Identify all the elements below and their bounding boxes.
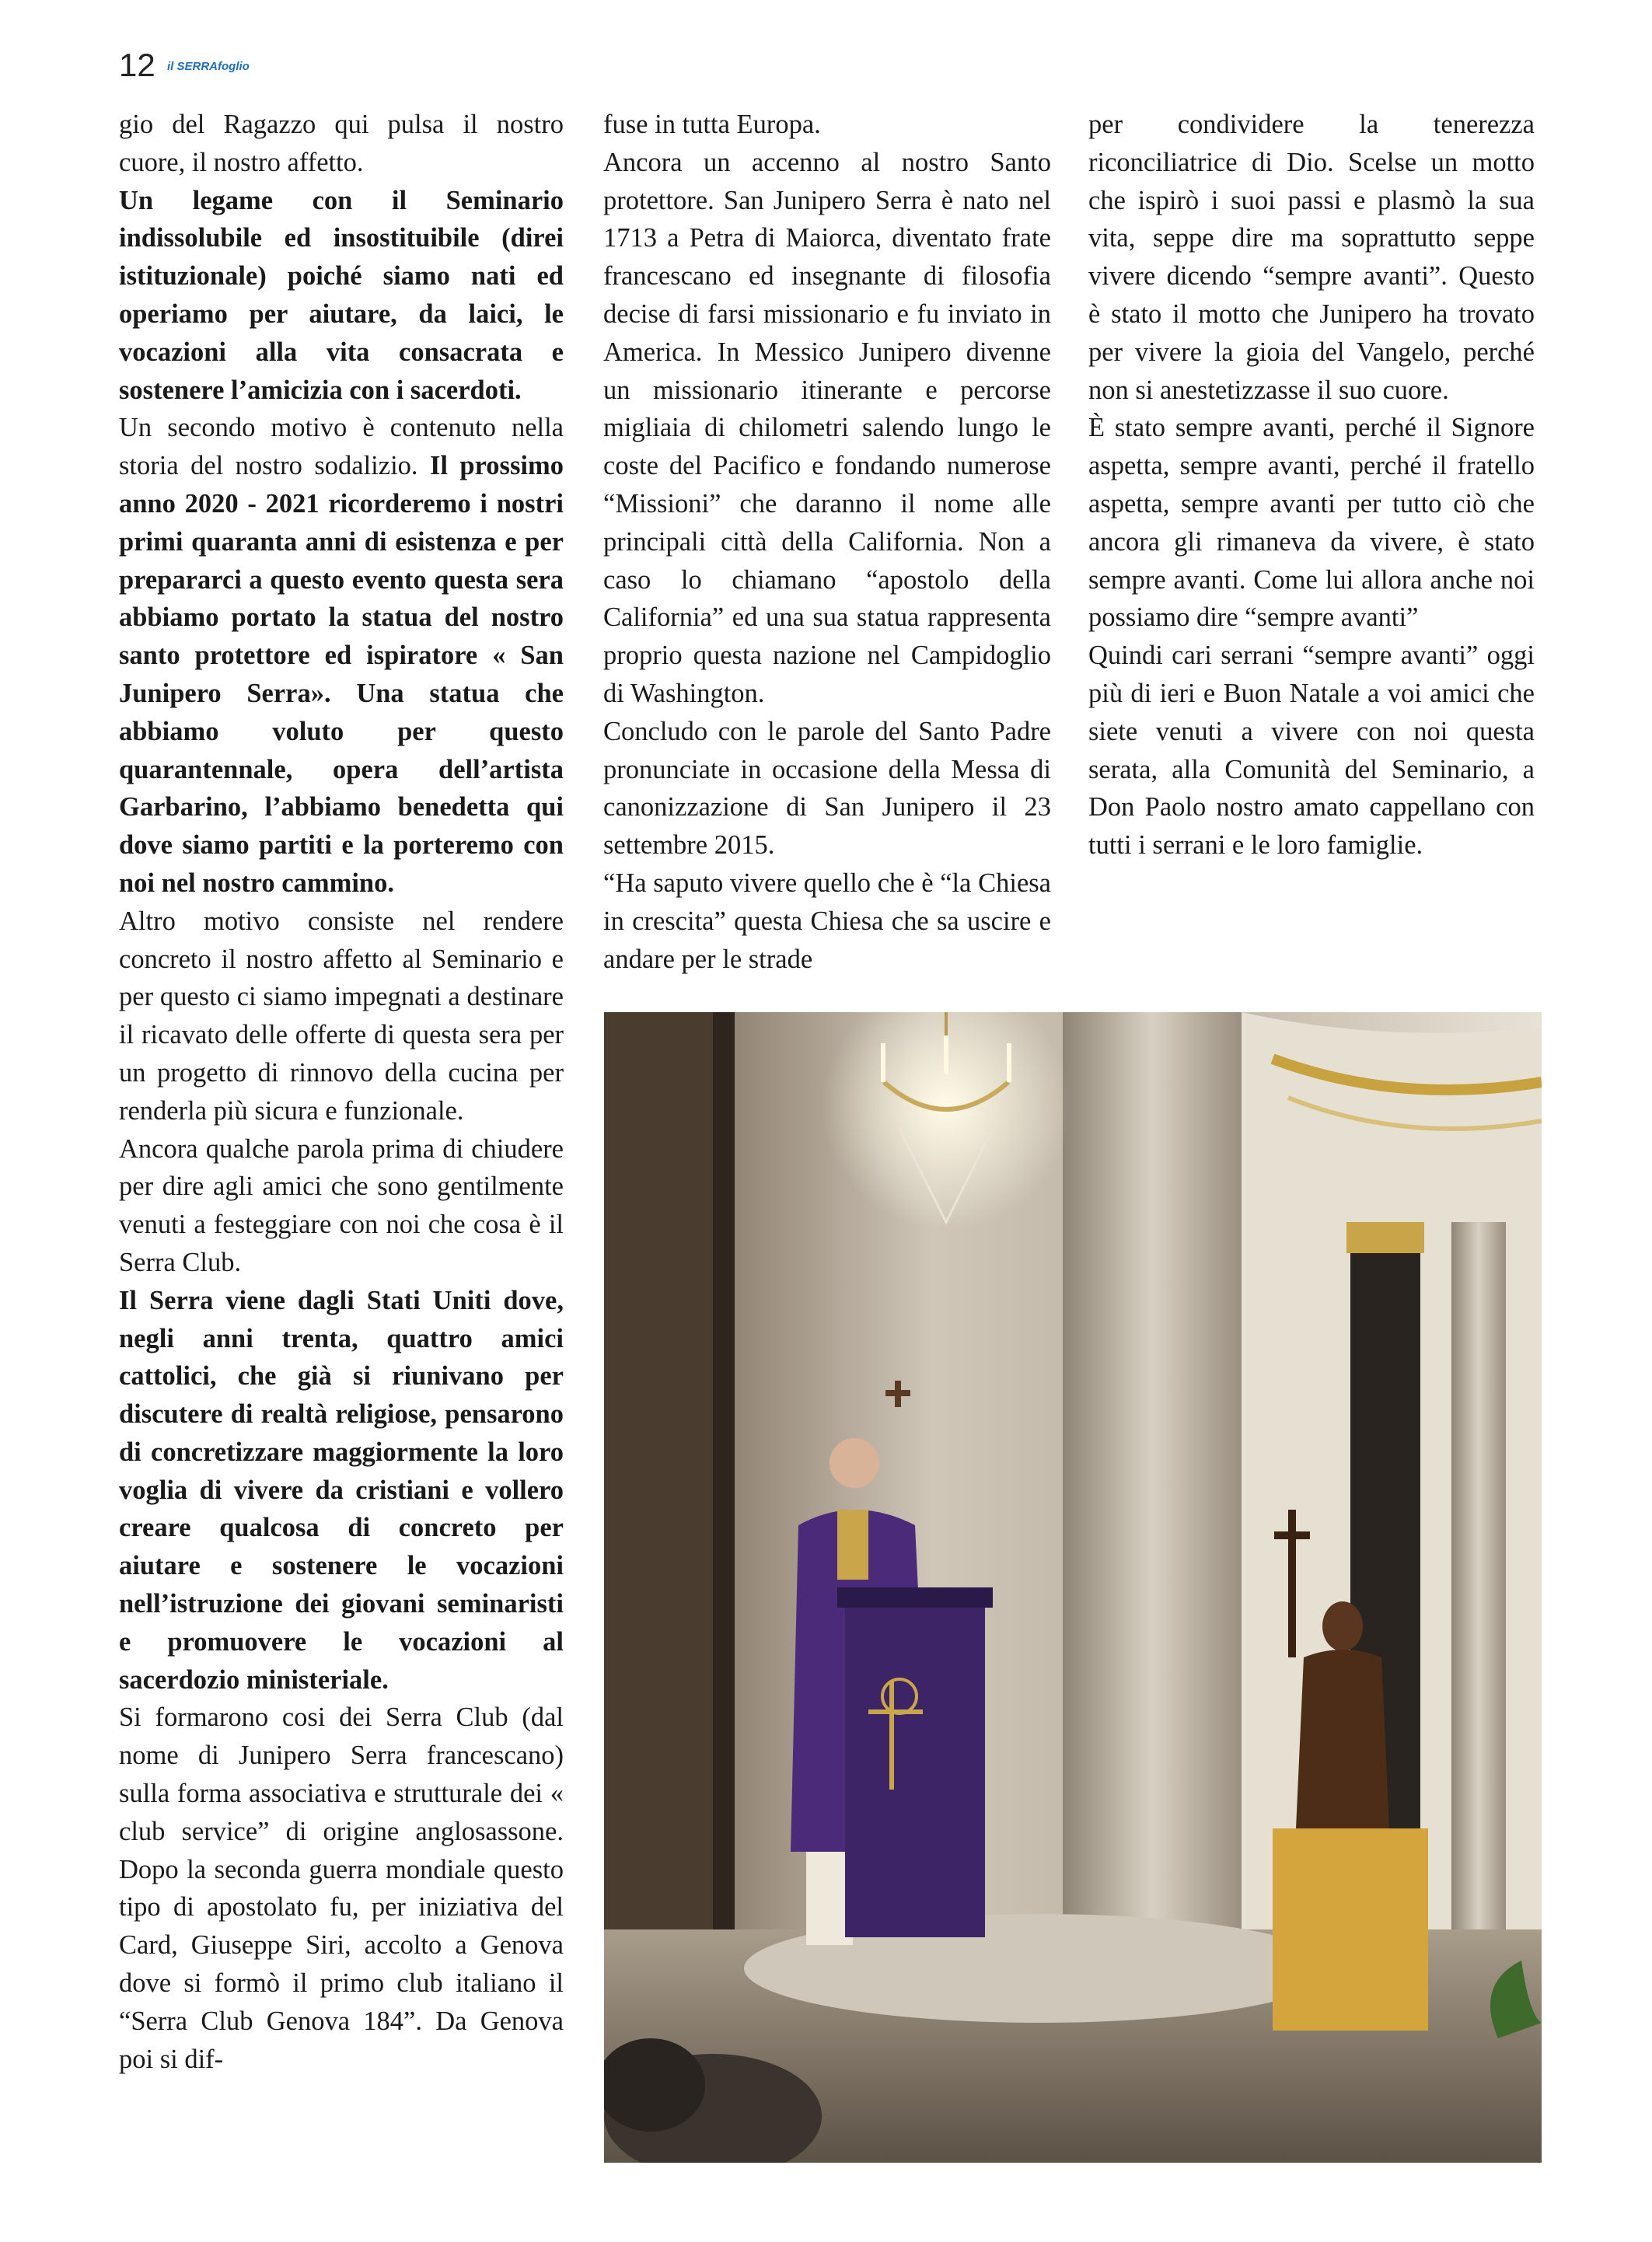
paragraph: fuse in tutta Europa. [603,110,821,139]
magazine-logo: il SERRAfoglio [167,60,250,73]
column-2 [603,106,1051,978]
chapel-photo [604,1012,1542,2163]
paragraph: “Ha saputo vivere quello che è “la Chiesa in crescita” questa Chiesa che sa uscire e andare per le strade [603,868,1051,974]
paragraph: È stato sempre avanti, perché il Signore aspetta, sempre avanti, perché il fratello aspetta, sempre avanti per tutto ciò che ancora gli rimaneva da vivere, è stato sempre avanti. Come lui allora anche noi possiamo dire “sempre avanti” [1088,413,1535,633]
paragraph: Ancora un accenno al nostro Santo protettore. San Junipero Serra è nato nel 1713 a Petra di Maiorca, diventato frate francescano ed insegnante di filosofia decise di farsi missionario e fu inviato in America. In Messico Junipero divenne un missionario itinerante e percorse migliaia di chilometri salendo lungo le coste del Pacifico e fondando numerose “Missioni” che daranno il nome alle principali città della California. Non a caso lo chiamano “apostolo della California” ed una sua statua rappresenta proprio questa nazione nel Campidoglio di Washington. [603,147,1051,708]
column-1 [119,106,564,2078]
paragraph-bold: Un legame con il Seminario indissolubile ed insostituibile (direi istituzionale) poiché siamo nati ed operiamo per aiutare, da laici, le vocazioni alla vita consacrata e sostenere l’amicizia con i sacerdoti. [119,185,564,405]
paragraph: Concludo con le parole del Santo Padre pronunciate in occasione della Messa di canonizzazione di San Junipero il 23 settembre 2015. [603,716,1051,861]
paragraph: Si formarono cosi dei Serra Club (dal nome di Junipero Serra francescano) sulla forma associativa e strutturale dei « club service” di origine anglosassone. Dopo la seconda guerra mondiale questo tipo di apostolato fu, per iniziativa del Card, Giuseppe Siri, accolto a Genova dove si formò il primo club italiano il “Serra Club Genova 184”. Da Genova poi si dif- [119,1702,564,2074]
column-3 [1088,106,1535,864]
paragraph: gio del Ragazzo qui pulsa il nostro cuore, il nostro affetto. [119,110,564,177]
page-number: 12 [119,47,155,83]
paragraph: Ancora qualche parola prima di chiudere per dire agli amici che sono gentilmente venuti a festeggiare con noi che cosa è il Serra Club. [119,1133,564,1277]
paragraph-bold: Il Serra viene dagli Stati Uniti dove, negli anni trenta, quattro amici cattolici, che già si riunivano per discutere di realtà religiose, pensarono di concretizzare maggiormente la loro voglia di vivere da cristiani e vollero creare qualcosa di concreto per aiutare e sostenere le vocazioni nell’istruzione dei giovani seminaristi e promuovere le vocazioni al sacerdozio ministeriale. [119,1285,564,1695]
paragraph: Quindi cari serrani “sempre avanti” oggi più di ieri e Buon Natale a voi amici che siete venuti a vivere con noi questa serata, alla Comunità del Seminario, a Don Paolo nostro amato cappellano con tutti i serrani e le loro famiglie. [1088,641,1535,861]
paragraph: Un secondo motivo è contenuto nella storia del nostro sodalizio. Il prossimo anno 2020 - 2021 ricorderemo i nostri primi quaranta anni di esistenza e per prepararci a questo evento questa sera abbiamo portato la statua del nostro santo protettore ed ispiratore « San Junipero Serra». Una statua che abbiamo voluto per questo quarantennale, opera dell’artista Garbarino, l’abbiamo benedetta qui dove siamo partiti e la porteremo con noi nel nostro cammino. [119,413,564,898]
paragraph: per condividere la tenerezza riconciliatrice di Dio. Scelse un motto che ispirò i suoi passi e plasmò la sua vita, seppe dire ma soprattutto seppe vivere dicendo “sempre avanti”. Questo è stato il motto che Junipero ha trovato per vivere la gioia del Vangelo, perché non si anestetizzasse il suo cuore. [1088,110,1535,405]
paragraph: Altro motivo consiste nel rendere concreto il nostro affetto al Seminario e per questo ci siamo impegnati a destinare il ricavato delle offerte di questa sera per un progetto di rinnovo della cucina per renderla più sicura e funzionale. [119,906,564,1126]
